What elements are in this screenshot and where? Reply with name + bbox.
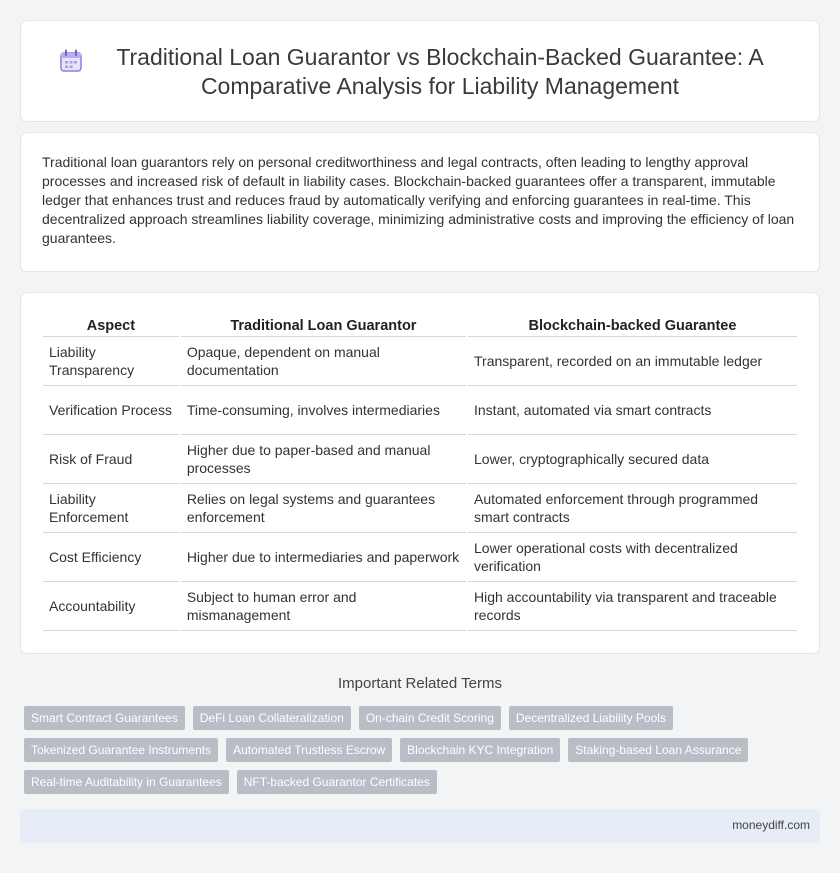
cell-blockchain: Lower operational costs with decentralized verification xyxy=(468,533,797,582)
table-row xyxy=(43,533,797,582)
related-terms-heading: Important Related Terms xyxy=(338,675,502,692)
cell-blockchain: Automated enforcement through programmed smart contracts xyxy=(468,484,797,533)
page-title: Traditional Loan Guarantor vs Blockchain-Backed Guarantee: A Comparative Analysis for Liability Management xyxy=(116,44,764,99)
footer-site[interactable]: moneydiff.com xyxy=(732,818,810,832)
cell-aspect: Accountability xyxy=(43,582,179,631)
cell-traditional: Opaque, dependent on manual documentation xyxy=(181,337,466,386)
tag-blockchain-kyc-integration[interactable]: Blockchain KYC Integration xyxy=(400,738,560,762)
tag-decentralized-liability-pools[interactable]: Decentralized Liability Pools xyxy=(509,706,673,730)
table-row xyxy=(43,484,797,533)
tag-tokenized-guarantee-instruments[interactable]: Tokenized Guarantee Instruments xyxy=(24,738,218,762)
table-row xyxy=(43,386,797,435)
cell-aspect: Verification Process xyxy=(43,386,179,435)
header-traditional: Traditional Loan Guarantor xyxy=(181,315,466,337)
table-row xyxy=(43,337,797,386)
cell-blockchain: Instant, automated via smart contracts xyxy=(468,386,797,435)
header-blockchain: Blockchain-backed Guarantee xyxy=(468,315,797,337)
table-header-row xyxy=(43,315,797,337)
tag-real-time-auditability[interactable]: Real-time Auditability in Guarantees xyxy=(24,770,229,794)
cell-traditional: Time-consuming, involves intermediaries xyxy=(181,386,466,435)
cell-traditional: Higher due to intermediaries and paperwork xyxy=(181,533,466,582)
cell-blockchain: Transparent, recorded on an immutable ledger xyxy=(468,337,797,386)
cell-traditional: Higher due to paper-based and manual processes xyxy=(181,435,466,484)
cell-aspect: Liability Enforcement xyxy=(43,484,179,533)
header-aspect: Aspect xyxy=(43,315,179,337)
table-row xyxy=(43,582,797,631)
cell-aspect: Risk of Fraud xyxy=(43,435,179,484)
title-card xyxy=(20,20,820,122)
tag-defi-loan-collateralization[interactable]: DeFi Loan Collateralization xyxy=(193,706,351,730)
tag-nft-backed-guarantor-certificates[interactable]: NFT-backed Guarantor Certificates xyxy=(237,770,437,794)
cell-traditional: Relies on legal systems and guarantees enforcement xyxy=(181,484,466,533)
table-row xyxy=(43,435,797,484)
intro-card xyxy=(20,132,820,272)
comparison-table xyxy=(41,315,799,631)
tag-smart-contract-guarantees[interactable]: Smart Contract Guarantees xyxy=(24,706,185,730)
cell-aspect: Liability Transparency xyxy=(43,337,179,386)
comparison-table-card xyxy=(20,292,820,654)
tag-row xyxy=(24,738,804,762)
cell-blockchain: Lower, cryptographically secured data xyxy=(468,435,797,484)
cell-aspect: Cost Efficiency xyxy=(43,533,179,582)
cell-traditional: Subject to human error and mismanagement xyxy=(181,582,466,631)
related-terms-tags xyxy=(24,706,804,802)
tag-on-chain-credit-scoring[interactable]: On-chain Credit Scoring xyxy=(359,706,501,730)
tag-automated-trustless-escrow[interactable]: Automated Trustless Escrow xyxy=(226,738,392,762)
tag-row xyxy=(24,770,804,794)
cell-blockchain: High accountability via transparent and traceable records xyxy=(468,582,797,631)
tag-row xyxy=(24,706,804,730)
footer xyxy=(20,809,820,843)
intro-paragraph: Traditional loan guarantors rely on personal creditworthiness and legal contracts, often leading to lengthy approval processes and increased risk of default in liability cases. Blockchain-backed guarantees offer a transparent, immutable ledger that enhances trust and reduces fraud by automatically verifying and enforcing guarantees in real-time. This decentralized approach streamlines liability coverage, minimizing administrative costs and improving the efficiency of loan guarantees. xyxy=(42,154,795,246)
tag-staking-based-loan-assurance[interactable]: Staking-based Loan Assurance xyxy=(568,738,748,762)
